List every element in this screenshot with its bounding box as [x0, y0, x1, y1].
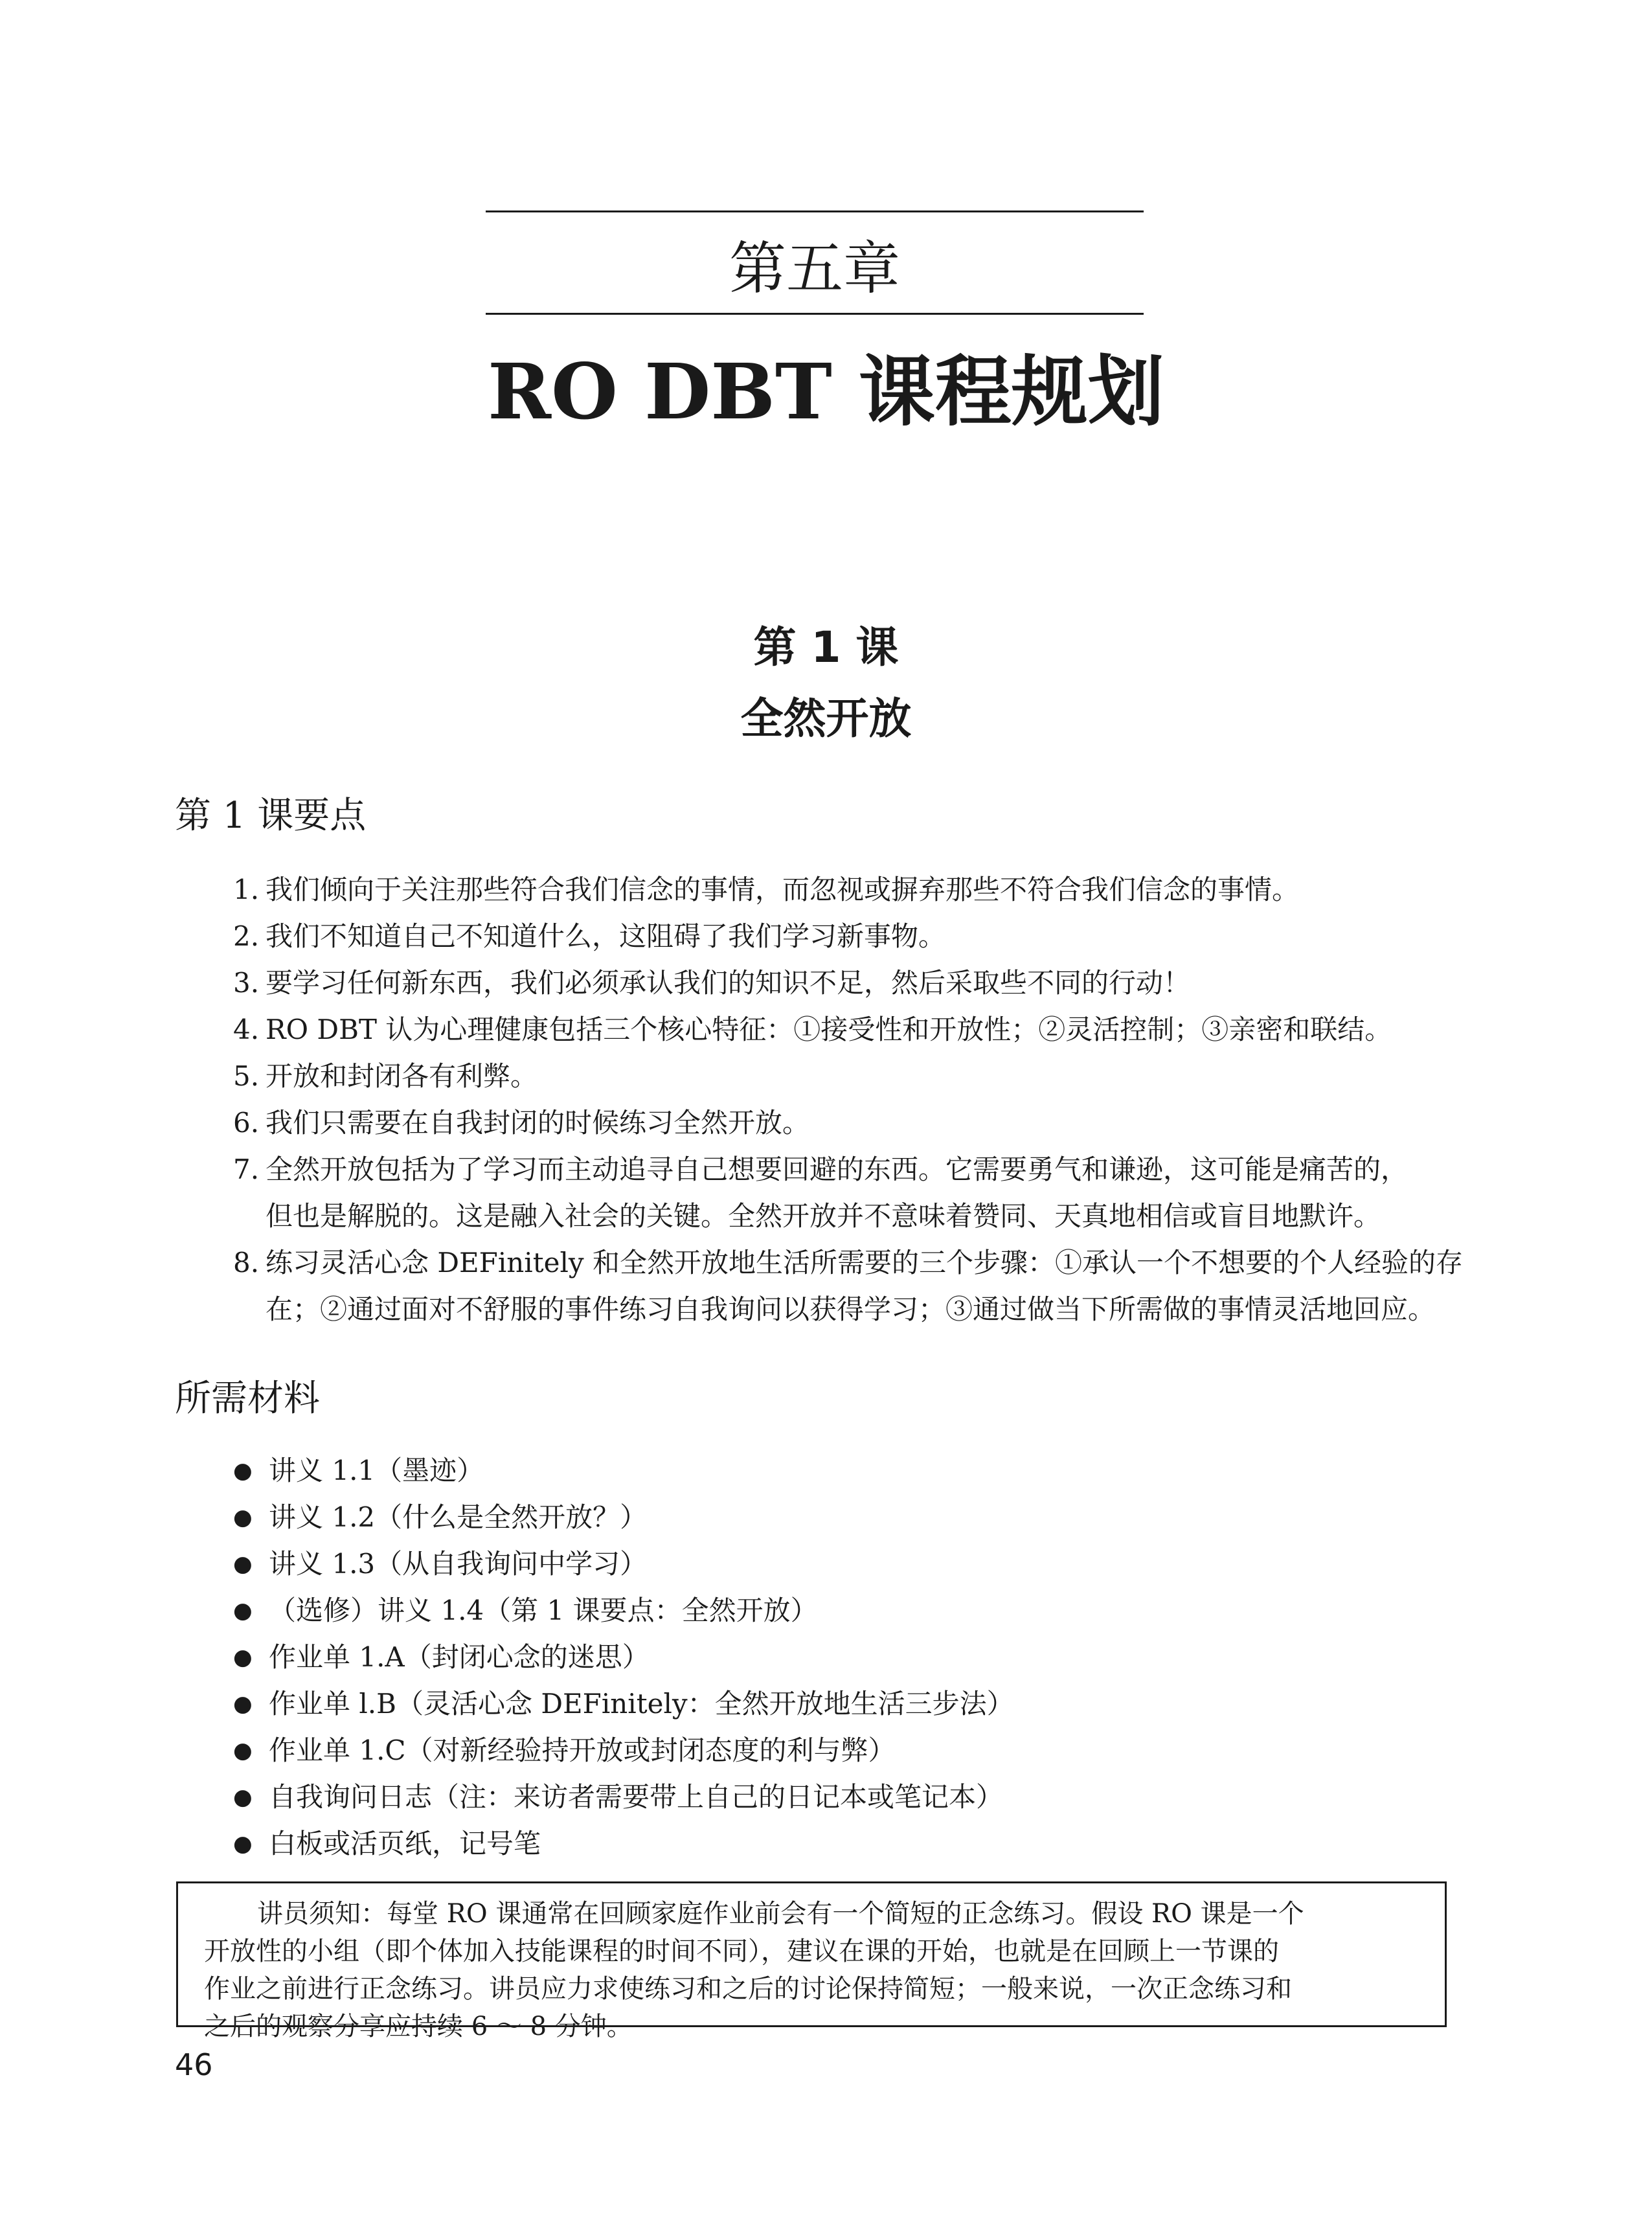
key-point — [233, 1100, 1464, 1146]
key-point-text: 我们不知道自己不知道什么，这阻碍了我们学习新事物。 — [266, 920, 946, 952]
key-point — [233, 1240, 1464, 1333]
key-point-text-continued: 在；②通过面对不舒服的事件练习自我询问以获得学习；③通过做当下所需做的事情灵活地回应。 — [266, 1293, 1436, 1325]
material-text: （选修）讲义 1.4（第 1 课要点：全然开放） — [269, 1595, 818, 1626]
bullet-icon: ● — [233, 1458, 253, 1484]
bullet-icon: ● — [233, 1784, 253, 1810]
instructor-note-line: 作业之前进行正念练习。讲员应力求使练习和之后的讨论保持简短；一般来说，一次正念练习和 — [204, 1974, 1292, 2004]
key-point-number: 4. — [233, 1014, 260, 1045]
key-point-text: 练习灵活心念 DEFinitely 和全然开放地生活所需要的三个步骤：①承认一个不想要的个人经验的存 — [266, 1247, 1463, 1278]
bullet-icon: ● — [233, 1644, 253, 1670]
page-number: 46 — [175, 2047, 213, 2082]
instructor-note-line: 开放性的小组（即个体加入技能课程的时间不同），建议在课的开始，也就是在回顾上一节课的 — [204, 1936, 1279, 1966]
bullet-icon: ● — [233, 1691, 253, 1717]
chapter-title: RO DBT 课程规划 — [488, 346, 1164, 437]
material-item — [233, 1541, 1014, 1587]
material-text: 讲义 1.3（从自我询问中学习） — [269, 1548, 648, 1580]
chapter-label: 第五章 — [729, 235, 900, 302]
material-text: 自我询问日志（注：来访者需要带上自己的日记本或笔记本） — [269, 1781, 1004, 1813]
key-point — [233, 1006, 1464, 1053]
key-point-number: 3. — [233, 967, 260, 999]
material-text: 讲义 1.2（什么是全然开放？） — [269, 1501, 648, 1533]
material-item — [233, 1681, 1014, 1727]
chapter-bottom-rule — [486, 313, 1144, 315]
material-item — [233, 1634, 1014, 1681]
key-point — [233, 960, 1464, 1006]
bullet-icon: ● — [233, 1505, 253, 1530]
key-point-text: RO DBT 认为心理健康包括三个核心特征：①接受性和开放性；②灵活控制；③亲密和联结。 — [266, 1014, 1392, 1045]
material-text: 作业单 1.A（封闭心念的迷思） — [269, 1641, 650, 1673]
instructor-note-line: 讲员须知：每堂 RO 课通常在回顾家庭作业前会有一个简短的正念练习。假设 RO 课是一个 — [257, 1899, 1304, 1929]
key-point-text: 全然开放包括为了学习而主动追寻自己想要回避的东西。它需要勇气和谦逊，这可能是痛苦的， — [266, 1153, 1409, 1185]
material-text: 作业单 l.B（灵活心念 DEFinitely：全然开放地生活三步法） — [269, 1688, 1014, 1720]
bullet-icon: ● — [233, 1831, 253, 1857]
key-point-text: 开放和封闭各有利弊。 — [266, 1060, 538, 1092]
lesson-title: 全然开放 — [740, 694, 912, 744]
key-point — [233, 1146, 1464, 1240]
key-point-number: 5. — [233, 1060, 260, 1092]
bullet-icon: ● — [233, 1551, 253, 1577]
key-point — [233, 913, 1464, 960]
key-points-list — [233, 867, 1464, 1333]
key-point-text: 要学习任何新东西，我们必须承认我们的知识不足，然后采取些不同的行动！ — [266, 967, 1191, 999]
key-point-number: 7. — [233, 1153, 260, 1185]
key-point — [233, 867, 1464, 913]
key-point-text: 我们只需要在自我封闭的时候练习全然开放。 — [266, 1107, 810, 1139]
chapter-top-rule — [486, 210, 1144, 212]
material-item — [233, 1774, 1014, 1821]
material-item — [233, 1727, 1014, 1774]
key-point-number: 2. — [233, 920, 260, 952]
instructor-note-line: 之后的观察分享应持续 6 ～ 8 分钟。 — [204, 2012, 633, 2041]
key-point-number: 8. — [233, 1247, 260, 1278]
bullet-icon: ● — [233, 1738, 253, 1764]
lesson-number: 第 1 课 — [753, 622, 899, 672]
material-text: 作业单 1.C（对新经验持开放或封闭态度的利与弊） — [269, 1734, 896, 1766]
material-text: 讲义 1.1（墨迹） — [269, 1455, 484, 1486]
bullet-icon: ● — [233, 1598, 253, 1624]
materials-list — [233, 1448, 1014, 1867]
instructor-note-box — [176, 1881, 1447, 2041]
key-points-heading: 第 1 课要点 — [175, 795, 367, 837]
material-item — [233, 1821, 1014, 1867]
material-text: 白板或活页纸，记号笔 — [269, 1828, 541, 1859]
key-point-text: 我们倾向于关注那些符合我们信念的事情，而忽视或摒弃那些不符合我们信念的事情。 — [266, 874, 1300, 905]
material-item — [233, 1448, 1014, 1494]
key-point-number: 6. — [233, 1107, 260, 1139]
key-point-number: 1. — [233, 874, 260, 905]
material-item — [233, 1587, 1014, 1634]
key-point-text-continued: 但也是解脱的。这是融入社会的关键。全然开放并不意味着赞同、天真地相信或盲目地默许。 — [266, 1200, 1381, 1232]
material-item — [233, 1494, 1014, 1541]
key-point — [233, 1053, 1464, 1100]
materials-heading: 所需材料 — [175, 1378, 320, 1420]
